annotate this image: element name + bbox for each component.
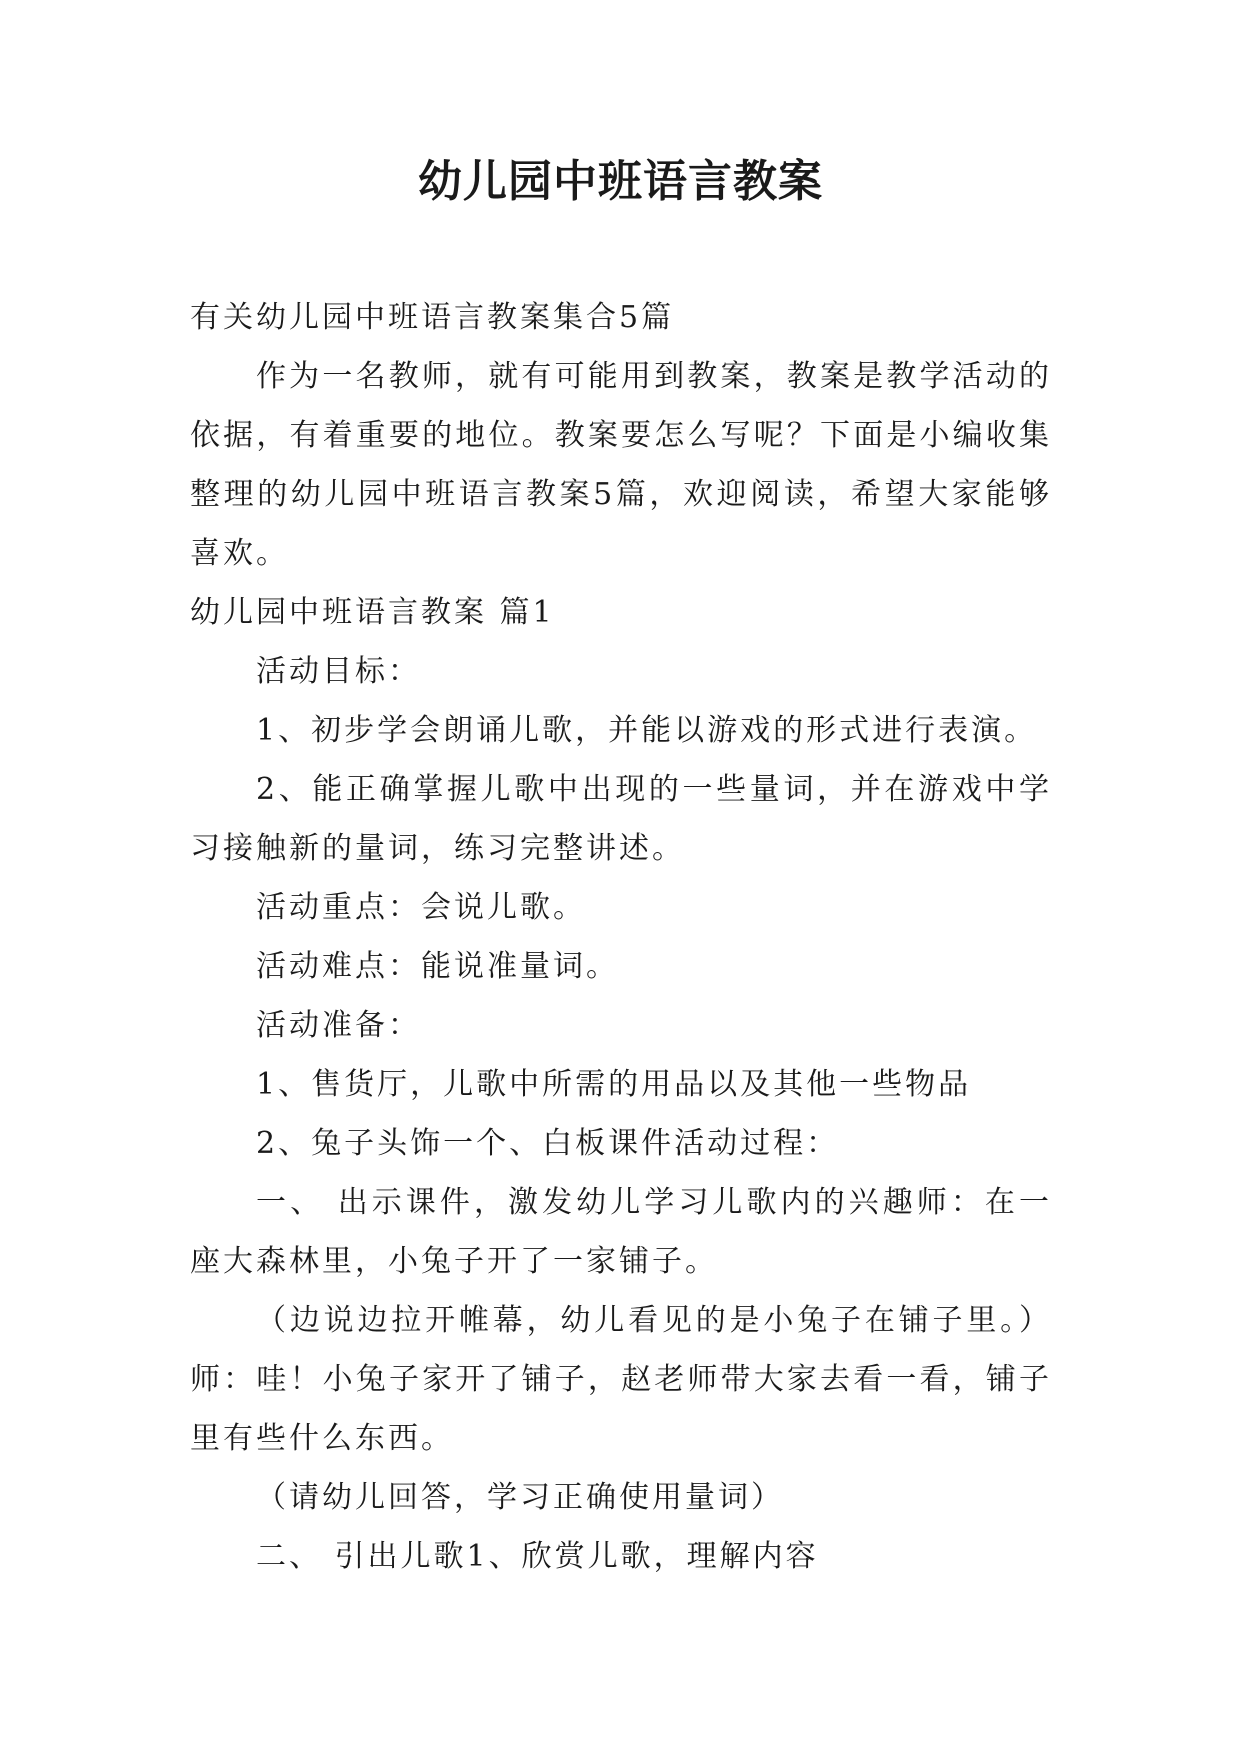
paragraph: 二、 引出儿歌1、欣赏儿歌，理解内容 xyxy=(256,1539,819,1574)
document-subtitle: 有关幼儿园中班语言教案集合5篇 xyxy=(190,300,675,335)
section-heading: 幼儿园中班语言教案 篇1 xyxy=(190,595,555,630)
paragraph: （请幼儿回答，学习正确使用量词） xyxy=(256,1480,784,1515)
intro-paragraph: 作为一名教师，就有可能用到教案，教案是教学活动的依据，有着重要的地位。教案要怎么写呢？下面是小编收集整理的幼儿园中班语言教案5篇，欢迎阅读，希望大家能够喜欢。 xyxy=(190,359,1052,571)
paragraph: 1、初步学会朗诵儿歌，并能以游戏的形式进行表演。 xyxy=(256,713,1038,748)
paragraph: 活动准备： xyxy=(256,1008,421,1043)
paragraph: （边说边拉开帷幕，幼儿看见的是小兔子在铺子里。）师：哇！小兔子家开了铺子，赵老师带大家去看一看，铺子里有些什么东西。 xyxy=(190,1303,1052,1456)
paragraph: 活动难点：能说准量词。 xyxy=(256,949,619,984)
paragraph: 一、 出示课件，激发幼儿学习儿歌内的兴趣师：在一座大森林里，小兔子开了一家铺子。 xyxy=(190,1185,1052,1279)
document-body xyxy=(190,288,1052,1586)
paragraph: 活动重点：会说儿歌。 xyxy=(256,890,586,925)
paragraph: 2、兔子头饰一个、白板课件活动过程： xyxy=(256,1126,840,1161)
paragraph: 2、能正确掌握儿歌中出现的一些量词，并在游戏中学习接触新的量词，练习完整讲述。 xyxy=(190,772,1052,866)
paragraph: 1、售货厅，儿歌中所需的用品以及其他一些物品 xyxy=(256,1067,972,1102)
paragraph: 活动目标： xyxy=(256,654,421,689)
document-title: 幼儿园中班语言教案 xyxy=(418,156,823,207)
